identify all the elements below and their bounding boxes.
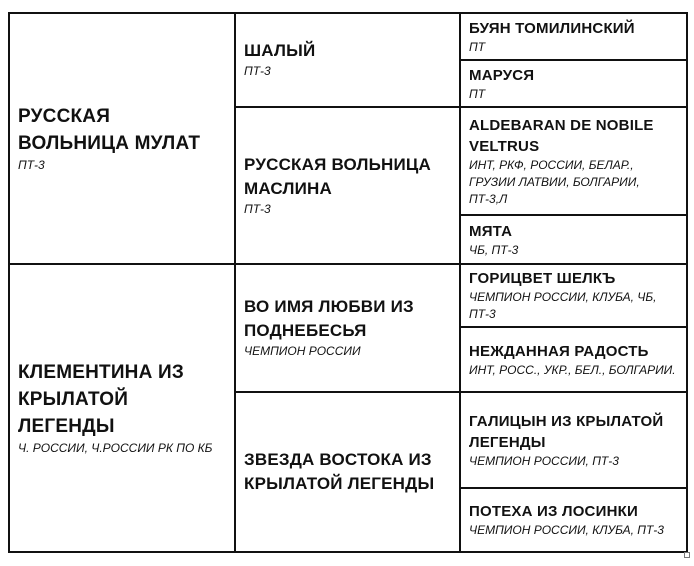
sire-dam-dam-cell	[460, 215, 687, 263]
sire-sire-dam-titles: ПТ	[469, 86, 486, 101]
sire-dam-cell	[235, 107, 460, 264]
dam-dam-dam-name: ПОТЕХА ИЗ ЛОСИНКИ	[469, 503, 638, 521]
sire-sire-titles: ПТ-3	[244, 64, 271, 79]
dam-dam-dam-cell	[460, 488, 687, 552]
sire-sire-dam-name: МАРУСЯ	[469, 66, 535, 84]
dam-sire-sire-name: ГОРИЦВЕТ ШЕЛКЪ	[469, 270, 616, 288]
pedigree-table	[8, 12, 688, 553]
sire-dam-sire-titles: ИНТ, РКФ, РОССИИ, БЕЛАР., ГРУЗИИ ЛАТВИИ, БОЛГАРИИ, ПТ-3,Л	[469, 157, 640, 206]
sire-dam-name: РУССКАЯ ВОЛЬНИЦА МАСЛИНА	[244, 154, 432, 198]
dam-dam-sire-titles: ЧЕМПИОН РОССИИ, ПТ-3	[469, 453, 619, 468]
dam-sire-dam-cell	[460, 327, 687, 391]
sire-sire-sire-cell	[460, 13, 687, 60]
sire-sire-sire-name: БУЯН ТОМИЛИНСКИЙ	[469, 19, 635, 37]
sire-dam-sire-name: ALDEBARAN DE NOBILE VELTRUS	[469, 116, 654, 155]
sire-dam-dam-name: МЯТА	[469, 222, 513, 240]
sire-sire-dam-cell	[460, 60, 687, 106]
sire-sire-sire-titles: ПТ	[469, 39, 486, 54]
dam-dam-sire-cell	[460, 392, 687, 489]
dam-titles: Ч. РОССИИ, Ч.РОССИИ РК ПО КБ	[18, 440, 213, 455]
dam-sire-titles: ЧЕМПИОН РОССИИ	[244, 344, 361, 359]
dam-name: КЛЕМЕНТИНА ИЗ КРЫЛАТОЙ ЛЕГЕНДЫ	[18, 361, 184, 437]
dam-sire-dam-name: НЕЖДАННАЯ РАДОСТЬ	[469, 342, 649, 360]
dam-dam-sire-name: ГАЛИЦЫН ИЗ КРЫЛАТОЙ ЛЕГЕНДЫ	[469, 412, 664, 451]
dam-dam-name: ЗВЕЗДА ВОСТОКА ИЗ КРЫЛАТОЙ ЛЕГЕНДЫ	[244, 449, 435, 493]
dam-sire-name: ВО ИМЯ ЛЮБВИ ИЗ ПОДНЕБЕСЬЯ	[244, 297, 414, 341]
sire-dam-sire-cell	[460, 107, 687, 216]
dam-sire-cell	[235, 264, 460, 392]
sire-sire-cell	[235, 13, 460, 107]
sire-titles: ПТ-3	[18, 157, 45, 172]
dam-dam-cell	[235, 392, 460, 552]
sire-dam-titles: ПТ-3	[244, 201, 271, 216]
sire-dam-dam-titles: ЧБ, ПТ-3	[469, 242, 519, 257]
dam-sire-sire-titles: ЧЕМПИОН РОССИИ, КЛУБА, ЧБ, ПТ-3	[469, 290, 657, 322]
sire-name: РУССКАЯ ВОЛЬНИЦА МУЛАТ	[18, 105, 201, 154]
table-resize-handle[interactable]	[684, 552, 690, 558]
dam-sire-sire-cell	[460, 264, 687, 327]
sire-sire-name: ШАЛЫЙ	[244, 41, 316, 61]
dam-sire-dam-titles: ИНТ, РОСС., УКР., БЕЛ., БОЛГАРИИ.	[469, 362, 676, 377]
dam-dam-dam-titles: ЧЕМПИОН РОССИИ, КЛУБА, ПТ-3	[469, 523, 664, 538]
sire-cell	[9, 13, 235, 264]
dam-cell	[9, 264, 235, 552]
